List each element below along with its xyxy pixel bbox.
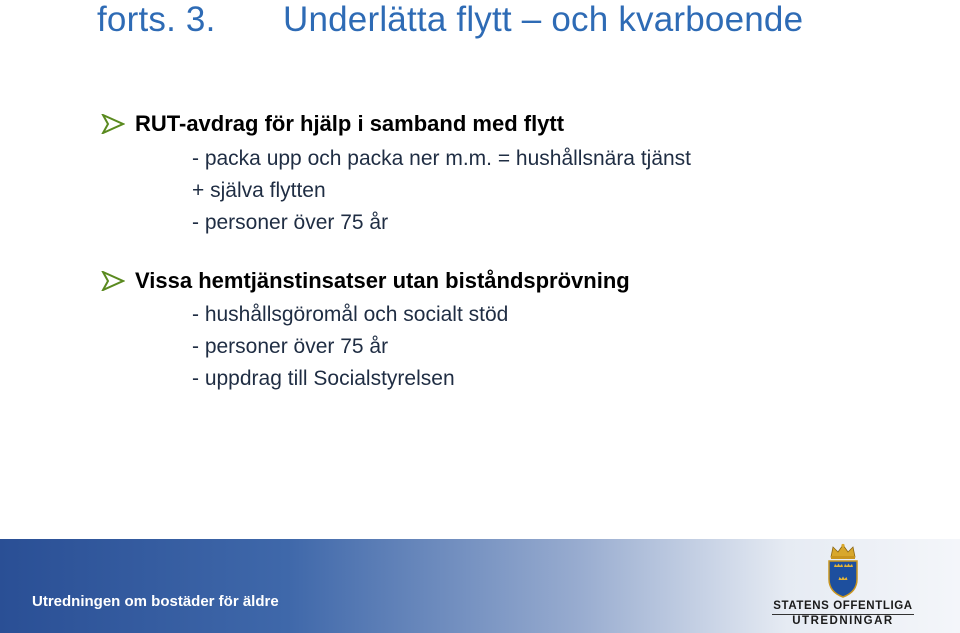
subitem: + själva flytten [192,179,326,202]
footer-bar [0,539,960,633]
logo-text-line2: UTREDNINGAR [792,615,894,627]
bullet-rut-avdrag [101,110,564,138]
bullet-text: Vissa hemtjänstinsatser utan biståndsprövning [135,268,630,293]
slide-title [97,0,803,40]
footer-text: Utredningen om bostäder för äldre [32,593,279,610]
subitem: - uppdrag till Socialstyrelsen [192,367,455,390]
subitem: - hushållsgöromål och socialt stöd [192,303,509,326]
subitem: - packa upp och packa ner m.m. = hushållsnära tjänst [192,147,692,170]
slide-title-number: forts. 3. [97,0,216,39]
bullet-hemtjanst [101,267,630,295]
slide-title-text: Underlätta flytt – och kvarboende [283,0,804,39]
crown-shield-icon [823,543,863,599]
arrow-bullet-icon [101,114,125,134]
arrow-bullet-icon [101,271,125,291]
logo-text-line1: STATENS OFFENTLIGA [773,600,913,612]
subitem: - personer över 75 år [192,335,389,358]
sou-logo [768,543,918,629]
bullet-text: RUT-avdrag för hjälp i samband med flytt [135,111,565,136]
subitem: - personer över 75 år [192,211,389,234]
